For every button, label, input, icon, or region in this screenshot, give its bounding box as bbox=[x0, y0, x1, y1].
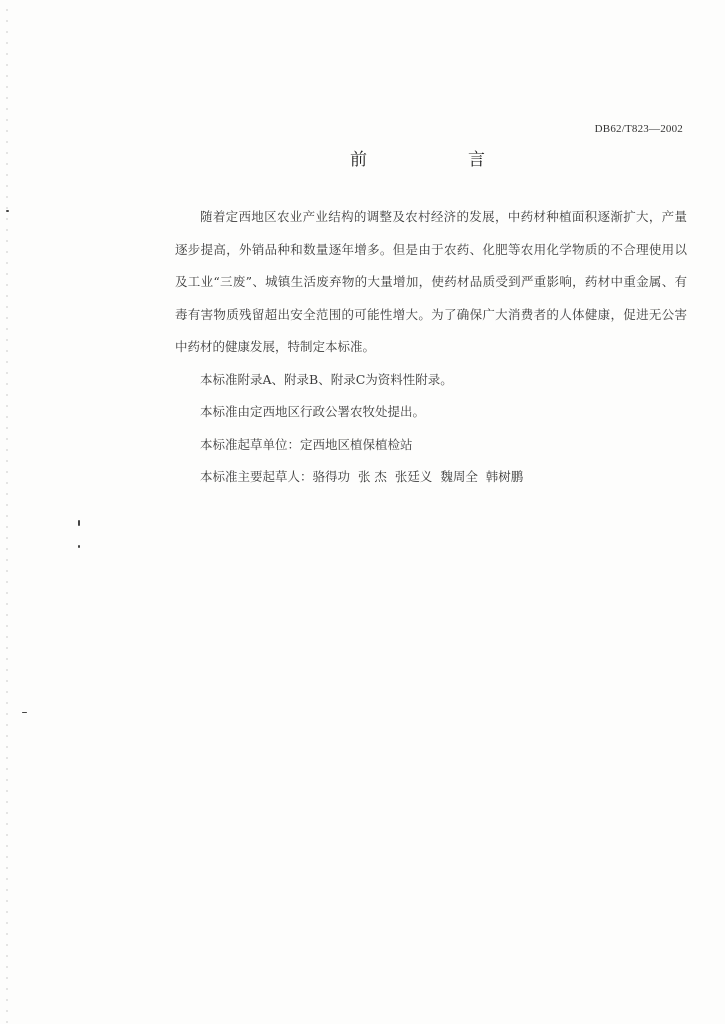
scan-speck bbox=[78, 520, 80, 526]
title-char-1: 前 bbox=[350, 150, 367, 170]
scan-speck bbox=[78, 545, 80, 548]
foreword-body bbox=[175, 201, 687, 494]
foreword-paragraph-drafters: 本标准主要起草人：骆得功 张 杰 张廷义 魏周全 韩树鹏 bbox=[200, 469, 524, 484]
title-char-2: 言 bbox=[468, 150, 485, 170]
standard-code: DB62/T823—2002 bbox=[594, 123, 683, 135]
foreword-paragraph-intro: 随着定西地区农业产业结构的调整及农村经济的发展，中药材种植面积逐渐扩大，产量逐步提高，外销品种和数量逐年增多。但是由于农药、化肥等农用化学物质的不合理使用以及工业“三废”、城镇生活废弃物的大量增加，使药材品质受到严重影响，药材中重金属、有毒有害物质残留超出安全范围的可能性增大。为了确保广大消费者的人体健康，促进无公害中药材的健康发展，特制定本标准。 bbox=[175, 209, 687, 354]
page-title bbox=[0, 145, 725, 169]
scan-speck bbox=[6, 210, 9, 212]
scan-speck bbox=[22, 712, 27, 713]
foreword-paragraph-appendix: 本标准附录A、附录B、附录C为资料性附录。 bbox=[200, 371, 453, 387]
foreword-paragraph-proposer: 本标准由定西地区行政公署农牧处提出。 bbox=[200, 404, 426, 419]
foreword-paragraph-drafting-unit: 本标准起草单位：定西地区植保植检站 bbox=[200, 436, 413, 452]
